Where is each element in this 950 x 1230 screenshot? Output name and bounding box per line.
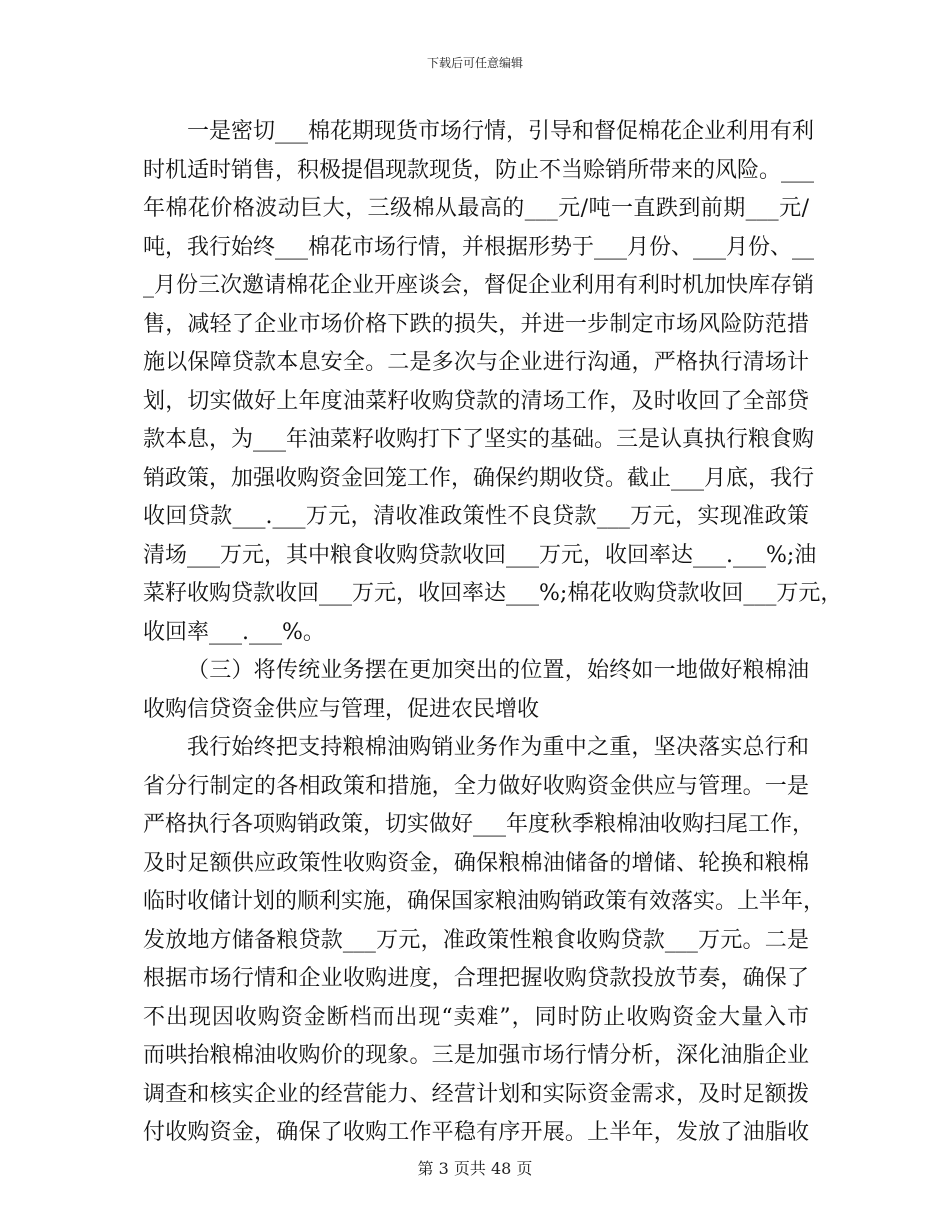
text-line: 根据市场行情和企业收购进度，合理把握收购贷款投放节奏，确保了 <box>143 966 809 991</box>
text-line: 我行始终把支持粮棉油购销业务作为重中之重，坚决落实总行和 <box>187 735 809 760</box>
text-line: 严格执行各项购销政策，切实做好___年度秋季粮棉油收购扫尾工作， <box>143 812 815 837</box>
text-line: 菜籽收购贷款收回___万元，收回率达___%;棉花收购贷款收回___万元， <box>143 581 843 606</box>
section-heading-line: 收购信贷资金供应与管理，促进农民增收 <box>143 696 540 722</box>
text-line: 一是密切___棉花期现货市场行情，引导和督促棉花企业利用有利 <box>187 119 815 144</box>
text-line: 款本息，为___年油菜籽收购打下了坚实的基础。三是认真执行粮食购 <box>143 427 815 452</box>
text-line: 临时收储计划的顺利实施，确保国家粮油购销政策有效落实。上半年， <box>143 889 826 914</box>
section-heading-line: （三）将传统业务摆在更加突出的位置，始终如一地做好粮棉油 <box>187 658 809 683</box>
text-line: 售，减轻了企业市场价格下跌的损失，并进一步制定市场风险防范措 <box>143 311 809 337</box>
page-header: 下载后可任意编辑 <box>426 56 523 70</box>
text-line: 及时足额供应政策性收购资金，确保粮棉油储备的增储、轮换和粮棉 <box>143 850 809 876</box>
text-line: 付收购资金，确保了收购工作平稳有序开展。上半年，发放了油脂收 <box>143 1120 809 1145</box>
text-line: 划，切实做好上年度油菜籽收购贷款的清场工作，及时收回了全部贷 <box>143 388 809 414</box>
text-line: 收回率___.___%。 <box>143 619 325 645</box>
text-line: 销政策，加强收购资金回笼工作，确保约期收贷。截止___月底，我行 <box>143 465 815 491</box>
text-line: 不出现因收购资金断档而出现“卖难”，同时防止收购资金大量入市 <box>143 1004 809 1030</box>
text-line: 调查和核实企业的经营能力、经营计划和实际资金需求，及时足额拨 <box>143 1081 809 1107</box>
page-footer: 第 3 页共 48 页 <box>417 1159 533 1178</box>
text-line: 收回贷款___.___万元，清收准政策性不良贷款___万元，实现准政策 <box>143 504 809 529</box>
text-line: 吨，我行始终___棉花市场行情，并根据形势于___月份、___月份、__ <box>143 234 815 260</box>
text-line: 而哄抬粮棉油收购价的现象。三是加强市场行情分析，深化油脂企业 <box>143 1043 809 1068</box>
text-line: _月份三次邀请棉花企业开座谈会，督促企业利用有利时机加快库存销 <box>143 273 815 298</box>
text-line: 施以保障贷款本息安全。二是多次与企业进行沟通，严格执行清场计 <box>143 350 809 375</box>
text-line: 时机适时销售，积极提倡现款现货，防止不当赊销所带来的风险。___ <box>143 157 815 183</box>
text-line: 年棉花价格波动巨大，三级棉从最高的___元/吨一直跌到前期___元/ <box>143 196 809 221</box>
text-line: 发放地方储备粮贷款___万元，准政策性粮食收购贷款___万元。二是 <box>143 927 809 953</box>
text-line: 省分行制定的各相政策和措施，全力做好收购资金供应与管理。一是 <box>143 773 809 799</box>
text-line: 清场___万元，其中粮食收购贷款收回___万元，收回率达___.___%;油 <box>143 542 817 568</box>
